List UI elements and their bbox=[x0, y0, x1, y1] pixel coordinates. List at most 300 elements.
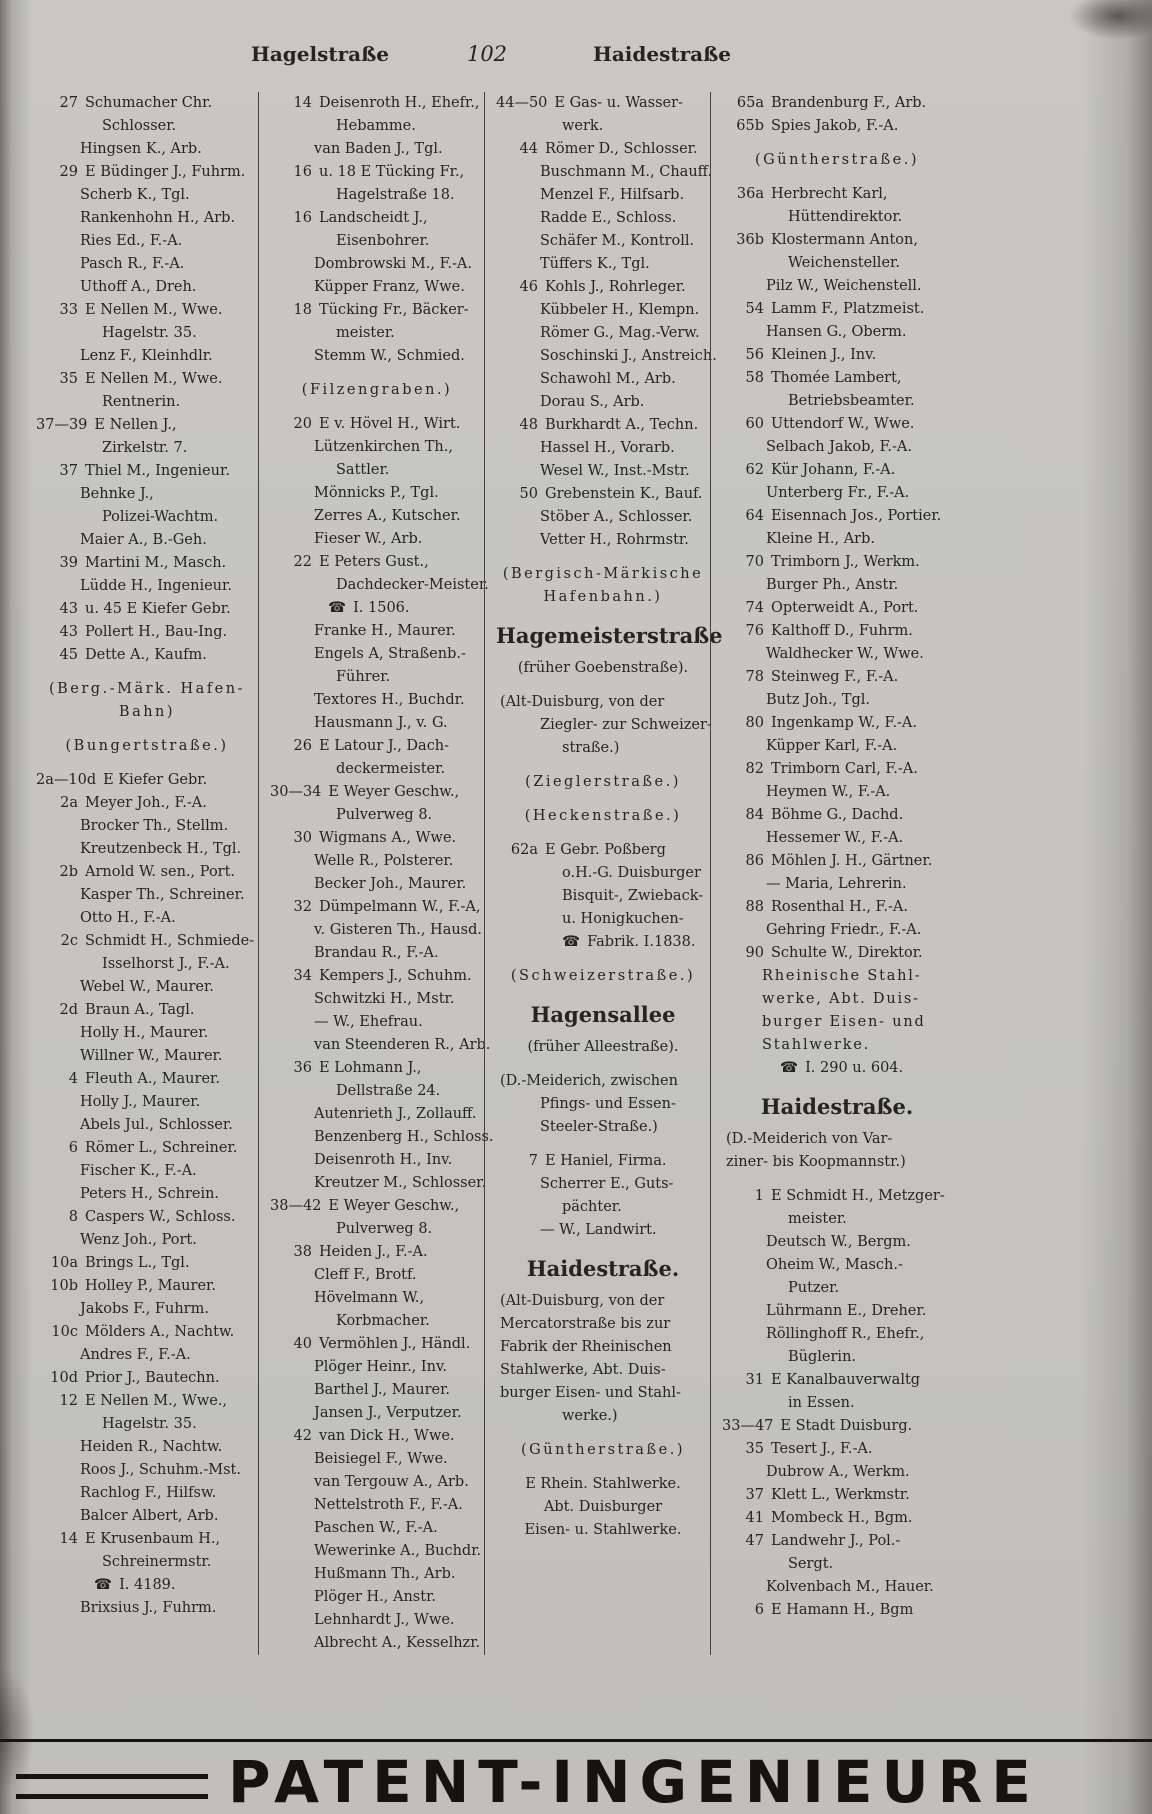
address-entry bbox=[270, 92, 484, 115]
house-number: 32 bbox=[293, 899, 312, 915]
address-entry bbox=[722, 1484, 952, 1507]
address-entry bbox=[270, 161, 484, 184]
address-entry bbox=[722, 229, 952, 252]
entry-text: E Gas- u. Wasser- bbox=[554, 95, 683, 111]
house-number: 10d bbox=[50, 1370, 78, 1386]
entry-text: Rentnerin. bbox=[102, 394, 181, 410]
entry-text: (Berg.-Märk. Hafen- bbox=[48, 681, 246, 697]
directory-line bbox=[270, 712, 484, 735]
address-entry bbox=[36, 1137, 258, 1160]
entry-text: Dachdecker-Meister. bbox=[336, 577, 489, 593]
entry-text: Fischer K., F.-A. bbox=[80, 1163, 197, 1179]
entry-text: Wewerinke A., Buchdr. bbox=[314, 1543, 482, 1559]
entry-text: meister. bbox=[788, 1211, 847, 1227]
address-entry bbox=[36, 1275, 258, 1298]
directory-line bbox=[722, 781, 952, 804]
entry-text: Deisenroth H., Inv. bbox=[314, 1152, 453, 1168]
rule-segment bbox=[16, 1774, 208, 1799]
address-entry bbox=[36, 999, 258, 1022]
house-number: 58 bbox=[745, 370, 764, 386]
address-entry bbox=[722, 1599, 952, 1622]
entry-text: Eisenbohrer. bbox=[336, 233, 430, 249]
directory-line bbox=[270, 1586, 484, 1609]
entry-text: van Tergouw A., Arb. bbox=[314, 1474, 469, 1490]
spacer bbox=[270, 368, 484, 379]
entry-text: Lüdde H., Ingenieur. bbox=[80, 578, 232, 594]
entry-text: Dombrowski M., F.-A. bbox=[314, 256, 472, 272]
entry-text: (D.-Meiderich von Var- bbox=[726, 1131, 893, 1147]
entry-text: Hebamme. bbox=[336, 118, 416, 134]
telephone-icon: ☎ bbox=[94, 1577, 113, 1593]
entry-text: Ingenkamp W., F.-A. bbox=[771, 715, 917, 731]
directory-line bbox=[496, 115, 710, 138]
address-entry bbox=[270, 735, 484, 758]
entry-text: Pilz W., Weichenstell. bbox=[766, 278, 922, 294]
address-entry bbox=[722, 1185, 952, 1208]
directory-line bbox=[270, 873, 484, 896]
entry-text: Franke H., Maurer. bbox=[314, 623, 456, 639]
directory-line bbox=[270, 804, 484, 827]
entry-text: (Bergisch-Märkische bbox=[502, 566, 704, 582]
directory-line bbox=[722, 321, 952, 344]
entry-text: (Zieglerstraße.) bbox=[525, 774, 681, 790]
address-entry bbox=[36, 1206, 258, 1229]
house-number: 2b bbox=[59, 864, 78, 880]
directory-line bbox=[270, 253, 484, 276]
directory-line bbox=[496, 1313, 710, 1336]
entry-text: Klostermann Anton, bbox=[771, 232, 918, 248]
address-entry bbox=[722, 597, 952, 620]
house-number: 36b bbox=[736, 232, 764, 248]
directory-line bbox=[36, 391, 258, 414]
directory-line bbox=[722, 988, 952, 1011]
house-number: 64 bbox=[745, 508, 764, 524]
entry-text: Soschinski J., Anstreich. bbox=[540, 348, 717, 364]
house-number: 62 bbox=[745, 462, 764, 478]
directory-line bbox=[496, 1093, 710, 1116]
address-entry bbox=[722, 850, 952, 873]
house-number: 22 bbox=[293, 554, 312, 570]
entry-text: Stahlwerke, Abt. Duis- bbox=[500, 1362, 666, 1378]
telephone-line bbox=[36, 1574, 258, 1597]
entry-text: Hagemeisterstraße bbox=[496, 623, 723, 648]
directory-line bbox=[270, 988, 484, 1011]
directory-line bbox=[36, 838, 258, 861]
house-number: 33—47 bbox=[722, 1418, 774, 1434]
directory-line bbox=[722, 1392, 952, 1415]
house-number: 43 bbox=[59, 624, 78, 640]
entry-text: Arnold W. sen., Port. bbox=[85, 864, 236, 880]
entry-text: Schulte W., Direktor. bbox=[771, 945, 923, 961]
directory-line bbox=[270, 850, 484, 873]
directory-line bbox=[270, 643, 484, 666]
entry-text: Heiden J., F.-A. bbox=[319, 1244, 428, 1260]
directory-line bbox=[36, 1160, 258, 1183]
address-entry bbox=[270, 1333, 484, 1356]
street-heading bbox=[496, 623, 723, 649]
address-entry bbox=[36, 1528, 258, 1551]
directory-line bbox=[270, 436, 484, 459]
entry-text: Holly H., Maurer. bbox=[80, 1025, 209, 1041]
entry-text: Steeler-Straße.) bbox=[540, 1119, 658, 1135]
page-number: 102 bbox=[466, 42, 508, 66]
entry-text: Ziegler- zur Schweizer- bbox=[540, 717, 712, 733]
directory-line bbox=[270, 482, 484, 505]
spacer bbox=[270, 402, 484, 413]
entry-text: Steinweg F., F.-A. bbox=[771, 669, 899, 685]
directory-line bbox=[270, 115, 484, 138]
address-entry bbox=[36, 598, 258, 621]
entry-text: Wesel W., Inst.-Mstr. bbox=[540, 463, 690, 479]
house-number: 4 bbox=[68, 1071, 78, 1087]
entry-text: E Latour J., Dach- bbox=[319, 738, 450, 754]
house-number: 18 bbox=[293, 302, 312, 318]
page-header bbox=[0, 42, 1152, 76]
entry-text: Zerres A., Kutscher. bbox=[314, 508, 461, 524]
entry-text: E Weyer Geschw., bbox=[328, 784, 460, 800]
directory-line bbox=[496, 207, 710, 230]
address-entry bbox=[496, 138, 710, 161]
entry-text: Ries Ed., F.-A. bbox=[80, 233, 183, 249]
address-entry bbox=[722, 1415, 952, 1438]
spacer bbox=[36, 667, 258, 678]
house-number: 35 bbox=[745, 1441, 764, 1457]
house-number: 78 bbox=[745, 669, 764, 685]
directory-line bbox=[36, 1505, 258, 1528]
address-entry bbox=[36, 460, 258, 483]
entry-text: u. Honigkuchen- bbox=[562, 911, 684, 927]
address-entry bbox=[270, 299, 484, 322]
house-number: 42 bbox=[293, 1428, 312, 1444]
entry-text: Butz Joh., Tgl. bbox=[766, 692, 870, 708]
entry-text: Grebenstein K., Bauf. bbox=[545, 486, 703, 502]
entry-text: Gehring Friedr., F.-A. bbox=[766, 922, 922, 938]
entry-text: Schäfer M., Kontroll. bbox=[540, 233, 695, 249]
house-number: 7 bbox=[528, 1153, 538, 1169]
entry-text: (Filzengraben.) bbox=[301, 382, 453, 398]
column-4 bbox=[710, 92, 952, 1655]
house-number: 80 bbox=[745, 715, 764, 731]
address-entry bbox=[722, 804, 952, 827]
address-entry bbox=[722, 712, 952, 735]
entry-text: Hövelmann W., bbox=[314, 1290, 425, 1306]
directory-line bbox=[270, 459, 484, 482]
entry-text: Fieser W., Arb. bbox=[314, 531, 423, 547]
directory-line bbox=[36, 230, 258, 253]
directory-line bbox=[270, 1517, 484, 1540]
entry-text: Jansen J., Verputzer. bbox=[314, 1405, 462, 1421]
directory-line bbox=[496, 230, 710, 253]
house-number: 12 bbox=[59, 1393, 78, 1409]
directory-line bbox=[496, 322, 710, 345]
entry-text: Hingsen K., Arb. bbox=[80, 141, 202, 157]
directory-line bbox=[270, 138, 484, 161]
entry-text: Haidestraße. bbox=[526, 1256, 680, 1281]
entry-text: Kreutzer M., Schlosser. bbox=[314, 1175, 487, 1191]
spacer bbox=[496, 680, 710, 691]
entry-text: Dorau S., Arb. bbox=[540, 394, 645, 410]
directory-line bbox=[270, 1379, 484, 1402]
entry-text: Hansen G., Oberm. bbox=[766, 324, 907, 340]
directory-line bbox=[722, 275, 952, 298]
directory-line bbox=[722, 1231, 952, 1254]
entry-text: Stemm W., Schmied. bbox=[314, 348, 465, 364]
directory-line bbox=[496, 1036, 710, 1059]
directory-line bbox=[36, 1183, 258, 1206]
entry-text: Oheim W., Masch.- bbox=[766, 1257, 903, 1273]
entry-text: meister. bbox=[336, 325, 395, 341]
spacer bbox=[722, 1174, 952, 1185]
address-entry bbox=[36, 161, 258, 184]
entry-text: Trimborn Carl, F.-A. bbox=[771, 761, 918, 777]
entry-text: Radde E., Schloss. bbox=[540, 210, 677, 226]
entry-text: Mönnicks P., Tgl. bbox=[314, 485, 439, 501]
entry-text: Buschmann M., Chauff. bbox=[540, 164, 713, 180]
entry-text: Hafenbahn.) bbox=[543, 589, 663, 605]
entry-text: Holly J., Maurer. bbox=[80, 1094, 201, 1110]
address-entry bbox=[722, 183, 952, 206]
house-number: 16 bbox=[293, 164, 312, 180]
directory-line bbox=[496, 506, 710, 529]
entry-text: u. 45 E Kiefer Gebr. bbox=[85, 601, 231, 617]
directory-line bbox=[496, 862, 710, 885]
entry-text: van Steenderen R., Arb. bbox=[314, 1037, 491, 1053]
house-number: 38—42 bbox=[270, 1198, 322, 1214]
entry-text: Lamm F., Platzmeist. bbox=[771, 301, 925, 317]
directory-line bbox=[36, 437, 258, 460]
entry-text: Becker Joh., Maurer. bbox=[314, 876, 467, 892]
entry-text: Otto H., F.-A. bbox=[80, 910, 176, 926]
entry-text: Landscheidt J., bbox=[319, 210, 428, 226]
entry-text: Thiel M., Ingenieur. bbox=[85, 463, 230, 479]
address-entry bbox=[36, 552, 258, 575]
entry-text: Kalthoff D., Fuhrm. bbox=[771, 623, 913, 639]
address-entry bbox=[36, 861, 258, 884]
entry-text: — Maria, Lehrerin. bbox=[766, 876, 907, 892]
house-number: 84 bbox=[745, 807, 764, 823]
street-crossref bbox=[496, 771, 710, 794]
entry-text: Stöber A., Schlosser. bbox=[540, 509, 693, 525]
directory-line bbox=[36, 815, 258, 838]
directory-line bbox=[722, 965, 952, 988]
directory-line bbox=[36, 1045, 258, 1068]
house-number: 10a bbox=[50, 1255, 78, 1271]
entry-text: Büglerin. bbox=[788, 1349, 857, 1365]
directory-line bbox=[496, 1405, 710, 1428]
entry-text: — W., Ehefrau. bbox=[314, 1014, 423, 1030]
entry-text: Thomée Lambert, bbox=[771, 370, 902, 386]
entry-text: Heiden R., Nachtw. bbox=[80, 1439, 223, 1455]
entry-text: Opterweidt A., Port. bbox=[771, 600, 919, 616]
entry-text: Römer L., Schreiner. bbox=[85, 1140, 238, 1156]
house-number: 1 bbox=[754, 1188, 764, 1204]
entry-text: Röllinghoff R., Ehefr., bbox=[766, 1326, 925, 1342]
address-entry bbox=[270, 413, 484, 436]
address-entry bbox=[496, 92, 710, 115]
address-entry bbox=[496, 839, 710, 862]
entry-text: Burkhardt A., Techn. bbox=[545, 417, 699, 433]
address-entry bbox=[36, 1321, 258, 1344]
address-entry bbox=[270, 781, 484, 804]
house-number: 62a bbox=[510, 842, 538, 858]
address-entry bbox=[36, 299, 258, 322]
entry-text: E Krusenbaum H., bbox=[85, 1531, 221, 1547]
entry-text: Hagensallee bbox=[530, 1002, 676, 1027]
entry-text: (früher Alleestraße). bbox=[527, 1039, 679, 1055]
directory-line bbox=[36, 953, 258, 976]
entry-text: Führer. bbox=[336, 669, 391, 685]
directory-line bbox=[496, 253, 710, 276]
directory-line bbox=[36, 1482, 258, 1505]
entry-text: Menzel F., Hilfsarb. bbox=[540, 187, 685, 203]
entry-text: Engels A, Straßenb.- bbox=[314, 646, 466, 662]
entry-text: Klett L., Werkmstr. bbox=[771, 1487, 910, 1503]
entry-text: Lührmann E., Dreher. bbox=[766, 1303, 927, 1319]
directory-line bbox=[270, 1494, 484, 1517]
house-number: 8 bbox=[68, 1209, 78, 1225]
address-entry bbox=[722, 942, 952, 965]
directory-line bbox=[722, 206, 952, 229]
telephone-line bbox=[722, 1057, 952, 1080]
spacer bbox=[496, 794, 710, 805]
entry-text: Lenz F., Kleinhdlr. bbox=[80, 348, 213, 364]
entry-text: E Lohmann J., bbox=[319, 1060, 422, 1076]
house-number: 38 bbox=[293, 1244, 312, 1260]
entry-text: deckermeister. bbox=[336, 761, 446, 777]
entry-text: Vetter H., Rohrmstr. bbox=[540, 532, 689, 548]
house-number: 74 bbox=[745, 600, 764, 616]
address-entry bbox=[270, 207, 484, 230]
address-entry bbox=[36, 769, 258, 792]
entry-text: Schreinermstr. bbox=[102, 1554, 212, 1570]
entry-text: u. 18 E Tücking Fr., bbox=[319, 164, 465, 180]
address-entry bbox=[496, 483, 710, 506]
entry-text: Böhme G., Dachd. bbox=[771, 807, 904, 823]
entry-text: Nettelstroth F., F.-A. bbox=[314, 1497, 463, 1513]
entry-text: Pulverweg 8. bbox=[336, 807, 433, 823]
entry-text: Polizei-Wachtm. bbox=[102, 509, 219, 525]
entry-text: I. 290 u. 604. bbox=[805, 1060, 904, 1076]
address-entry bbox=[270, 1195, 484, 1218]
spacer bbox=[36, 758, 258, 769]
entry-text: Pfings- und Essen- bbox=[540, 1096, 676, 1112]
house-number: 20 bbox=[293, 416, 312, 432]
directory-line bbox=[36, 115, 258, 138]
spacer bbox=[496, 760, 710, 771]
entry-text: Möhlen J. H., Gärtner. bbox=[771, 853, 933, 869]
entry-text: van Dick H., Wwe. bbox=[319, 1428, 455, 1444]
address-entry bbox=[722, 505, 952, 528]
address-entry bbox=[722, 413, 952, 436]
house-number: 60 bbox=[745, 416, 764, 432]
entry-text: Spies Jakob, F.-A. bbox=[771, 118, 899, 134]
entry-text: Kür Johann, F.-A. bbox=[771, 462, 896, 478]
entry-text: E v. Hövel H., Wirt. bbox=[319, 416, 461, 432]
house-number: 29 bbox=[59, 164, 78, 180]
address-entry bbox=[270, 827, 484, 850]
street-crossref bbox=[36, 735, 258, 758]
house-number: 14 bbox=[59, 1531, 78, 1547]
running-head-left: Hagelstraße bbox=[250, 42, 390, 66]
address-entry bbox=[270, 1241, 484, 1264]
entry-text: Schumacher Chr. bbox=[85, 95, 213, 111]
directory-line bbox=[496, 1196, 710, 1219]
entry-text: Bahn) bbox=[118, 704, 176, 720]
directory-line bbox=[496, 1382, 710, 1405]
directory-line bbox=[722, 482, 952, 505]
directory-line bbox=[722, 252, 952, 275]
address-entry bbox=[722, 1530, 952, 1553]
entry-text: Wigmans A., Wwe. bbox=[319, 830, 457, 846]
address-entry bbox=[722, 666, 952, 689]
house-number: 36a bbox=[736, 186, 764, 202]
entry-text: Rankenhohn H., Arb. bbox=[80, 210, 236, 226]
address-entry bbox=[722, 92, 952, 115]
directory-line bbox=[270, 1540, 484, 1563]
directory-columns bbox=[36, 92, 952, 1655]
address-entry bbox=[36, 414, 258, 437]
directory-line bbox=[36, 1229, 258, 1252]
entry-text: Wenz Joh., Port. bbox=[80, 1232, 197, 1248]
entry-text: Rheinische Stahl- bbox=[762, 968, 922, 984]
entry-text: E Nellen J., bbox=[94, 417, 177, 433]
house-number: 37 bbox=[745, 1487, 764, 1503]
address-entry bbox=[496, 1150, 710, 1173]
address-entry bbox=[270, 551, 484, 574]
entry-text: Kasper Th., Schreiner. bbox=[80, 887, 245, 903]
house-number: 27 bbox=[59, 95, 78, 111]
house-number: 30—34 bbox=[270, 784, 322, 800]
directory-line bbox=[496, 1519, 710, 1542]
entry-text: Mölders A., Nachtw. bbox=[85, 1324, 235, 1340]
directory-line bbox=[722, 1346, 952, 1369]
entry-text: Hüttendirektor. bbox=[788, 209, 903, 225]
directory-line bbox=[270, 919, 484, 942]
entry-text: Deutsch W., Bergm. bbox=[766, 1234, 911, 1250]
directory-line bbox=[36, 1413, 258, 1436]
address-entry bbox=[496, 276, 710, 299]
directory-line bbox=[496, 437, 710, 460]
directory-line bbox=[270, 666, 484, 689]
directory-line bbox=[722, 827, 952, 850]
entry-text: E Stadt Duisburg. bbox=[780, 1418, 913, 1434]
entry-text: (Bungertstraße.) bbox=[65, 738, 229, 754]
directory-line bbox=[496, 1359, 710, 1382]
entry-text: Cleff F., Brotf. bbox=[314, 1267, 417, 1283]
entry-text: E Peters Gust., bbox=[319, 554, 429, 570]
house-number: 65a bbox=[736, 95, 764, 111]
directory-line bbox=[722, 1576, 952, 1599]
entry-text: Küpper Karl, F.-A. bbox=[766, 738, 898, 754]
entry-text: Hagelstr. 35. bbox=[102, 1416, 197, 1432]
entry-text: Waldhecker W., Wwe. bbox=[766, 646, 924, 662]
entry-text: in Essen. bbox=[788, 1395, 855, 1411]
advert-banner-text: PATENT-INGENIEURE bbox=[228, 1748, 1040, 1814]
directory-line bbox=[36, 976, 258, 999]
directory-line bbox=[270, 184, 484, 207]
entry-text: Kübbeler H., Klempn. bbox=[540, 302, 700, 318]
entry-text: (früher Goebenstraße). bbox=[517, 660, 689, 676]
directory-line bbox=[270, 1356, 484, 1379]
entry-text: Textores H., Buchdr. bbox=[314, 692, 465, 708]
entry-text: Plöger Heinr., Inv. bbox=[314, 1359, 448, 1375]
directory-line bbox=[496, 657, 710, 680]
directory-line bbox=[496, 714, 710, 737]
entry-text: Caspers W., Schloss. bbox=[85, 1209, 236, 1225]
house-number: 44—50 bbox=[496, 95, 548, 111]
entry-text: E Büdinger J., Fuhrm. bbox=[85, 164, 246, 180]
spacer bbox=[496, 552, 710, 563]
